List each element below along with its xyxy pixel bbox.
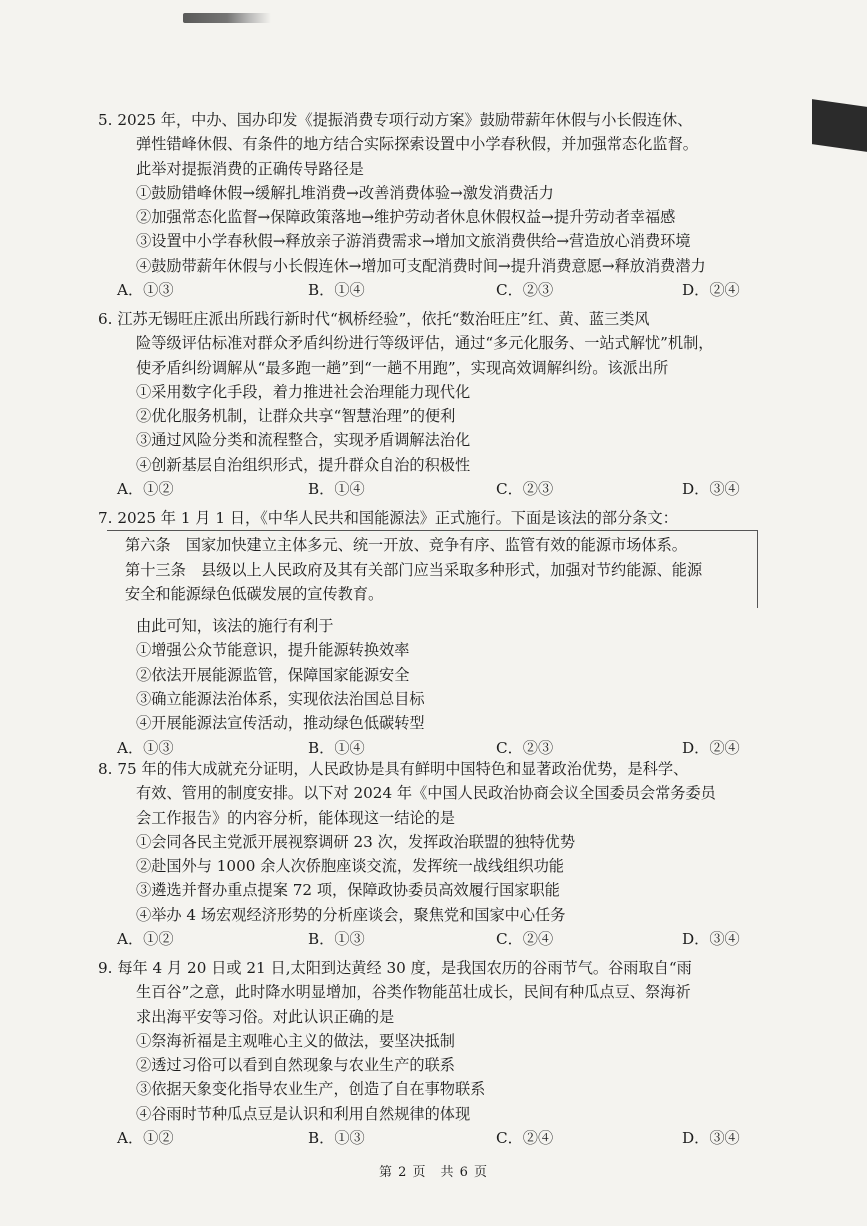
choice-d[interactable]: D．③④ bbox=[682, 930, 740, 949]
question-number: 9. bbox=[98, 959, 113, 977]
statement-3: ③通过风险分类和流程整合，实现矛盾调解法治化 bbox=[136, 431, 471, 450]
choice-c[interactable]: C．②④ bbox=[496, 930, 554, 949]
question-stem-line: 生百谷”之意，此时降水明显增加，谷类作物能茁壮成长，民间有种瓜点豆、祭海祈 bbox=[136, 983, 691, 1002]
question-stem-line bbox=[98, 307, 757, 331]
choice-b[interactable]: B．①③ bbox=[308, 1129, 365, 1148]
choice-d[interactable]: D．②④ bbox=[682, 738, 740, 757]
question-6 bbox=[98, 307, 757, 501]
choice-d[interactable]: D．③④ bbox=[682, 1129, 740, 1148]
stem-text: 2025 年 1 月 1 日，《中华人民共和国能源法》正式施行。下面是该法的部分条文： bbox=[117, 509, 678, 527]
question-5 bbox=[98, 108, 757, 302]
statement-4: ④谷雨时节种瓜点豆是认识和利用自然规律的体现 bbox=[136, 1104, 471, 1123]
statement-2: ②优化服务机制，让群众共享“智慧治理”的便利 bbox=[136, 407, 456, 426]
choice-a[interactable]: A．①② bbox=[117, 930, 174, 949]
statement-1: ①鼓励错峰休假→缓解扎堆消费→改善消费体验→激发消费活力 bbox=[136, 183, 554, 202]
statement-1: ①会同各民主党派开展视察调研 23 次，发挥政治联盟的独特优势 bbox=[136, 832, 576, 851]
question-number: 5. bbox=[98, 111, 113, 129]
question-stem-line bbox=[98, 956, 757, 980]
question-9 bbox=[98, 956, 757, 1150]
choice-b[interactable]: B．①③ bbox=[308, 930, 365, 949]
page-tab-mark bbox=[812, 99, 867, 152]
statement-4: ④举办 4 场宏观经济形势的分析座谈会，聚焦党和国家中心任务 bbox=[136, 905, 566, 924]
law-article-line: 第十三条 县级以上人民政府及其有关部门应当采取多种形式，加强对节约能源、能源 bbox=[125, 560, 703, 579]
choice-a[interactable]: A．①③ bbox=[117, 281, 174, 300]
answer-choices bbox=[117, 1126, 757, 1150]
question-stem-line: 求出海平安等习俗。对此认识正确的是 bbox=[136, 1007, 395, 1026]
statement-2: ②加强常态化监督→保障政策落地→维护劳动者休息休假权益→提升劳动者幸福感 bbox=[136, 208, 676, 227]
question-stem-line: 险等级评估标准对群众矛盾纠纷进行等级评估，通过“多元化服务、一站式解忧”机制， bbox=[136, 334, 714, 353]
question-stem-line: 会工作报告》的内容分析，能体现这一结论的是 bbox=[136, 808, 455, 827]
law-excerpt-box bbox=[107, 530, 758, 608]
statement-3: ③遴选并督办重点提案 72 项，保障政协委员高效履行国家职能 bbox=[136, 881, 560, 900]
question-number: 8. bbox=[98, 760, 113, 778]
statement-2: ②赴国外与 1000 余人次侨胞座谈交流，发挥统一战线组织功能 bbox=[136, 857, 564, 876]
choice-a[interactable]: A．①② bbox=[117, 480, 174, 499]
choice-c[interactable]: C．②③ bbox=[496, 480, 554, 499]
stem-text: 75 年的伟大成就充分证明，人民政协是具有鲜明中国特色和显著政治优势，是科学、 bbox=[117, 760, 689, 778]
question-number: 6. bbox=[98, 310, 113, 328]
choice-a[interactable]: A．①② bbox=[117, 1129, 174, 1148]
choice-d[interactable]: D．②④ bbox=[682, 281, 740, 300]
question-stem-line bbox=[98, 757, 757, 781]
question-stem-line: 弹性错峰休假、有条件的地方结合实际探索设置中小学春秋假，并加强常态化监督。 bbox=[136, 135, 698, 154]
question-stem-line: 有效、管用的制度安排。以下对 2024 年《中国人民政治协商会议全国委员会常务委员 bbox=[136, 784, 716, 803]
question-stem-line: 使矛盾纠纷调解从“最多跑一趟”到“一趟不用跑”，实现高效调解纠纷。该派出所 bbox=[136, 358, 669, 377]
question-stem-line bbox=[98, 506, 757, 530]
statement-4: ④创新基层自治组织形式，提升群众自治的积极性 bbox=[136, 455, 471, 474]
statement-1: ①增强公众节能意识，提升能源转换效率 bbox=[136, 641, 410, 660]
answer-choices bbox=[117, 927, 757, 951]
stem-text: 每年 4 月 20 日或 21 日,太阳到达黄经 30 度，是我国农历的谷雨节气。谷雨取自“雨 bbox=[117, 959, 692, 977]
choice-b[interactable]: B．①④ bbox=[308, 738, 365, 757]
answer-choices bbox=[117, 278, 757, 302]
question-stem-line bbox=[98, 108, 757, 132]
answer-choices bbox=[117, 477, 757, 501]
choice-d[interactable]: D．③④ bbox=[682, 480, 740, 499]
statement-3: ③设置中小学春秋假→释放亲子游消费需求→增加文旅消费供给→营造放心消费环境 bbox=[136, 232, 691, 251]
choice-c[interactable]: C．②③ bbox=[496, 281, 554, 300]
law-article-line: 第六条 国家加快建立主体多元、统一开放、竞争有序、监管有效的能源市场体系。 bbox=[125, 536, 687, 555]
choice-c[interactable]: C．②③ bbox=[496, 738, 554, 757]
question-7 bbox=[98, 506, 757, 760]
question-stem-line: 此举对提振消费的正确传导路径是 bbox=[136, 159, 364, 178]
choice-a[interactable]: A．①③ bbox=[117, 738, 174, 757]
choice-b[interactable]: B．①④ bbox=[308, 281, 365, 300]
choice-c[interactable]: C．②④ bbox=[496, 1129, 554, 1148]
choice-b[interactable]: B．①④ bbox=[308, 480, 365, 499]
statement-3: ③依据天象变化指导农业生产，创造了自在事物联系 bbox=[136, 1080, 486, 1099]
question-8 bbox=[98, 757, 757, 951]
statement-3: ③确立能源法治体系，实现依法治国总目标 bbox=[136, 690, 425, 709]
law-article-line: 安全和能源绿色低碳发展的宣传教育。 bbox=[125, 584, 384, 603]
statement-4: ④开展能源法宣传活动，推动绿色低碳转型 bbox=[136, 714, 425, 733]
page-footer: 第 2 页 共 6 页 bbox=[378, 1165, 489, 1180]
stem-text: 2025 年，中办、国办印发《提振消费专项行动方案》鼓励带薪年休假与小长假连休、 bbox=[117, 111, 693, 129]
scan-smudge bbox=[183, 13, 271, 23]
statement-4: ④鼓励带薪年休假与小长假连休→增加可支配消费时间→提升消费意愿→释放消费潜力 bbox=[136, 256, 706, 275]
statement-1: ①祭海祈福是主观唯心主义的做法，要坚决抵制 bbox=[136, 1031, 455, 1050]
question-number: 7. bbox=[98, 509, 113, 527]
statement-2: ②透过习俗可以看到自然现象与农业生产的联系 bbox=[136, 1056, 455, 1075]
statement-2: ②依法开展能源监管，保障国家能源安全 bbox=[136, 665, 410, 684]
stem-text: 江苏无锡旺庄派出所践行新时代“枫桥经验”，依托“数治旺庄”红、黄、蓝三类风 bbox=[117, 310, 650, 328]
question-stem-line: 由此可知，该法的施行有利于 bbox=[136, 617, 334, 636]
statement-1: ①采用数字化手段，着力推进社会治理能力现代化 bbox=[136, 382, 471, 401]
